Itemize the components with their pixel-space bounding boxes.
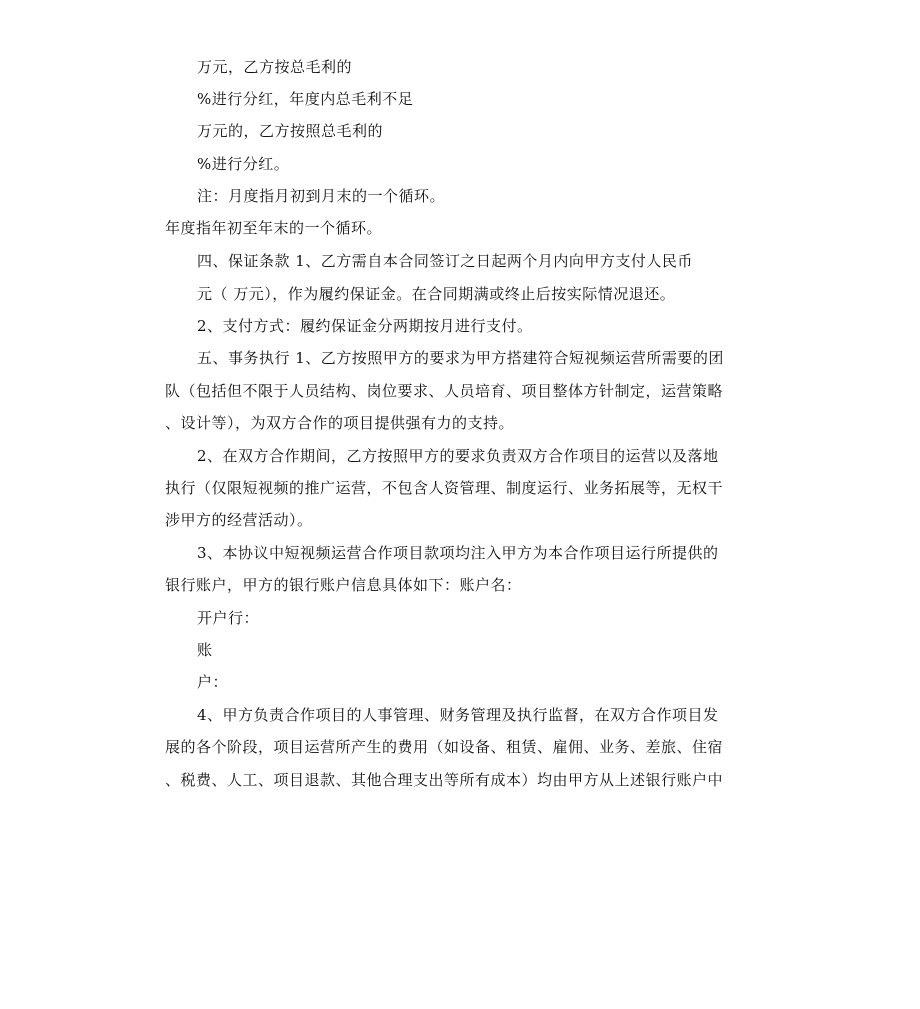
text-line: 执行（仅限短视频的推广运营，不包含人资管理、制度运行、业务拓展等，无权干 [165,479,724,497]
text-line: 元（ 万元），作为履约保证金。在合同期满或终止后按实际情况退还。 [197,285,676,303]
text-line: 万元，乙方按总毛利的 [197,58,353,76]
text-line: 银行账户，甲方的银行账户信息具体如下：账户名： [165,576,522,594]
bank-field-line: 户： [197,673,229,691]
text-line: 年度指年初至年末的一个循环。 [165,219,383,237]
text-line: 3、本协议中短视频运营合作项目款项均注入甲方为本合作项目运行所提供的 [197,544,719,562]
text-line: 万元的，乙方按照总毛利的 [197,122,384,140]
text-line: %进行分红。 [197,155,290,173]
text-line: 、税费、人工、项目退款、其他合理支出等所有成本）均由甲方从上述银行账户中 [165,771,724,789]
bank-field-line: 开户行： [197,609,260,627]
section-heading-line: 四、保证条款 1、乙方需自本合同签订之日起两个月内向甲方支付人民币 [197,252,693,270]
text-line: 4、甲方负责合作项目的人事管理、财务管理及执行监督，在双方合作项目发 [197,706,719,724]
text-line: 展的各个阶段，项目运营所产生的费用（如设备、租赁、雇佣、业务、差旅、住宿 [165,738,724,756]
text-line: 涉甲方的经营活动）。 [165,511,313,529]
text-line: %进行分红，年度内总毛利不足 [197,90,414,108]
text-line: 2、在双方合作期间，乙方按照甲方的要求负责双方合作项目的运营以及落地 [197,447,719,465]
note-line: 注：月度指月初到月末的一个循环。 [197,187,446,205]
bank-field-line: 账 [197,641,213,659]
text-line: 、设计等），为双方合作的项目提供强有力的支持。 [165,414,515,432]
text-line: 2、支付方式：履约保证金分两期按月进行支付。 [197,317,533,335]
text-line: 队（包括但不限于人员结构、岗位要求、人员培育、项目整体方针制定，运营策略 [165,382,724,400]
section-heading-line: 五、事务执行 1、乙方按照甲方的要求为甲方搭建符合短视频运营所需要的团 [197,349,724,367]
